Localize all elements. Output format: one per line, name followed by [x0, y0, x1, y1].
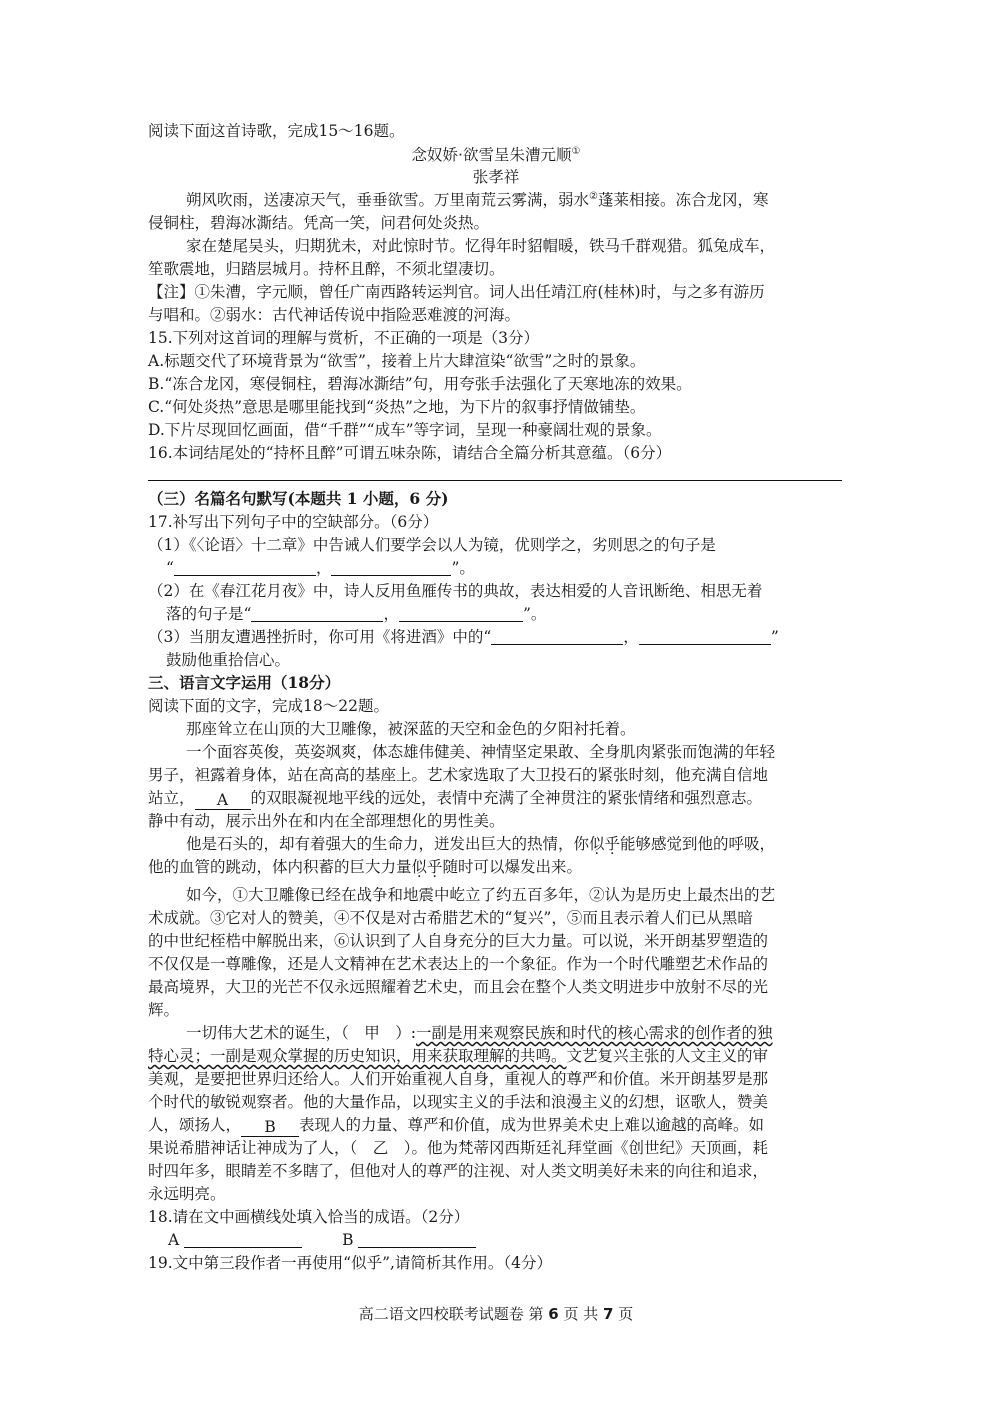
answer-blank-b[interactable] [358, 1231, 476, 1248]
passage-line: 个时代的敏锐观察者。他的大量作品，以现实主义的手法和浪漫主义的幻想，讴歌人，赞美 [148, 1093, 769, 1111]
poem-line: 家在楚尾吴头，归期犹未，对此惊时节。忆得年时貂帽暖，铁马千群观猎。狐兔成车， [186, 237, 776, 255]
question-15-option-c: C.“何处炎热”意思是哪里能找到“炎热”之地，为下片的叙事抒情做铺垫。 [148, 398, 646, 416]
blank-b[interactable]: B [241, 1118, 299, 1137]
question-17-item-1-blanks: “ ， ”。 [166, 559, 475, 577]
question-18-stem: 18.请在文中画横线处填入恰当的成语。（2分） [148, 1208, 470, 1226]
passage-line: 的中世纪桎梏中解脱出来，⑥认识到了人自身充分的巨大力量。可以说，米开朗基罗塑造的 [148, 932, 769, 950]
passage-line: 一个面容英俊，英姿飒爽，体态雄伟健美、神情坚定果敢、全身肌肉紧张而饱满的年轻 [186, 743, 776, 761]
passage-line: 辉。 [148, 1001, 180, 1019]
passage-line: 静中有动，展示出外在和内在全部理想化的男性美。 [148, 812, 505, 830]
question-15-option-d: D.下片尽现回忆画面，借“千群”“成车”等字词，呈现一种豪阔壮观的景象。 [148, 421, 662, 439]
passage-line: 不仅仅是一尊雕像，还是人文精神在艺术表达上的一个象征。作为一个时代雕塑艺术作品的 [148, 955, 769, 973]
question-17-item-1: （1）《〈论语〉十二章》中告诫人们要学会以人为镜，优则学之，劣则思之的句子是 [148, 536, 716, 554]
passage-line: 最高境界，大卫的光芒不仅永远照耀着艺术史，而且会在整个人类文明进步中放射不尽的光 [148, 978, 769, 996]
question-17-item-2: （2）在《春江花月夜》中，诗人反用鱼雁传书的典故，表达相爱的人音讯断绝、相思无着 [148, 582, 763, 600]
passage-line: 人，颂扬人， B 表现人的力量、尊严和价值，成为世界美术史上难以逾越的高峰。如 [148, 1116, 765, 1136]
answer-blank[interactable] [331, 559, 451, 576]
passage-line: 美观，是要把世界归还给人。人们开始重视人自身，重视人的尊严和价值。米开朗基罗是那 [148, 1070, 769, 1088]
question-15-option-a: A.标题交代了环境背景为“欲雪”，接着上片大肆渲染“欲雪”之时的景象。 [148, 352, 646, 370]
passage-line: 一切伟大艺术的诞生，（ 甲 ）:一副是用来观察民族和时代的核心需求的创作者的独 [186, 1024, 773, 1042]
passage-line: 特心灵；一副是观众掌握的历史知识，用来获取理解的共鸣。文艺复兴主张的人文主义的审 [148, 1047, 769, 1065]
answer-blank-a[interactable] [184, 1231, 302, 1248]
passage-line: 他的血管的跳动，体内积蓄的巨大力量似乎随时可以爆发出来。 [148, 858, 583, 876]
question-16: 16.本词结尾处的“持杯且醉”可谓五味杂陈，请结合全篇分析其意蕴。（6分） [148, 444, 672, 462]
poem-author: 张孝祥 [472, 168, 520, 186]
poem-line: 朔风吹雨，送凄凉天气，垂垂欲雪。万里南荒云雾满，弱水②蓬莱相接。冻合龙冈，寒 [186, 190, 769, 209]
section-heading: （三）名篇名句默写(本题共 1 小题，6 分) [148, 489, 449, 508]
passage-line: 男子，袒露着身体，站在高高的基座上。艺术家选取了大卫投石的紧张时刻，他充满自信地 [148, 766, 769, 784]
poem-title: 念奴娇·欲雪呈朱漕元顺① [411, 145, 581, 164]
passage-line: 时四年多，眼睛差不多瞎了，但他对人的尊严的注视、对人类文明美好未来的向往和追求， [148, 1162, 769, 1180]
question-17-item-2-blanks: 落的句子是“ ， ”。 [166, 605, 547, 623]
answer-blank[interactable] [491, 628, 623, 645]
poem-line: 侵铜柱，碧海冰澌结。凭高一笑，问君何处炎热。 [148, 214, 490, 232]
question-18-answers: A B [168, 1229, 868, 1251]
poem-line: 笙歌震地，归踏层城月。持杯且醉，不须北望凄切。 [148, 260, 505, 278]
passage-line: 永远明亮。 [148, 1185, 226, 1203]
blank-a[interactable]: A [195, 791, 251, 810]
passage-line: 果说希腊神话让神成为了人，（ 乙 ）。他为梵蒂冈西斯廷礼拜堂画《创世纪》天顶画，耗 [148, 1139, 769, 1157]
answer-blank[interactable] [251, 605, 383, 622]
poem-note: 【注】①朱漕，字元顺，曾任广南西路转运判官。词人出任靖江府(桂林)时，与之多有游历 [148, 283, 765, 301]
passage-line: 术成就。③它对人的赞美，④不仅是对古希腊艺术的“复兴”，⑤而且表示着人们已从黑暗 [148, 909, 753, 927]
poem-note: 与唱和。②弱水：古代神话传说中指险恶难渡的河海。 [148, 306, 521, 324]
question-19: 19.文中第三段作者一再使用“似乎”,请简析其作用。（4分） [148, 1254, 553, 1272]
question-17-item-3: （3）当朋友遭遇挫折时，你可用《将进酒》中的“ ， ” [148, 628, 779, 646]
section-divider [148, 480, 842, 481]
passage-line: 他是石头的，却有着强大的生命力，迸发出巨大的热情，你似乎能够感觉到他的呼吸， [186, 835, 776, 853]
question-15-stem: 15.下列对这首词的理解与赏析，不正确的一项是（3分） [148, 329, 540, 347]
question-15-option-b: B.“冻合龙冈，寒侵铜柱，碧海冰澌结”句，用夸张手法强化了天寒地冻的效果。 [148, 375, 692, 393]
passage-line: 如今，①大卫雕像已经在战争和地震中屹立了约五百多年，②认为是历史上最杰出的艺 [186, 886, 776, 904]
reading-instruction: 阅读下面的文字，完成18～22题。 [148, 697, 389, 715]
answer-blank[interactable] [174, 559, 316, 576]
question-17-stem: 17.补写出下列句子中的空缺部分。（6分） [148, 513, 439, 531]
reading-instruction: 阅读下面这首诗歌，完成15～16题。 [148, 122, 405, 140]
page-footer: 高二语文四校联考试题卷 第 6 页 共 7 页 [358, 1305, 634, 1323]
part-heading: 三、语言文字运用（18分） [148, 673, 341, 692]
passage-line: 站立， A 的双眼凝视地平线的远处，表情中充满了全神贯注的紧张情绪和强烈意志。 [148, 789, 763, 809]
question-17-item-3-cont: 鼓励他重拾信心。 [166, 651, 291, 669]
passage-line: 那座耸立在山顶的大卫雕像，被深蓝的天空和金色的夕阳衬托着。 [186, 720, 636, 738]
answer-blank[interactable] [639, 628, 771, 645]
answer-blank[interactable] [399, 605, 523, 622]
